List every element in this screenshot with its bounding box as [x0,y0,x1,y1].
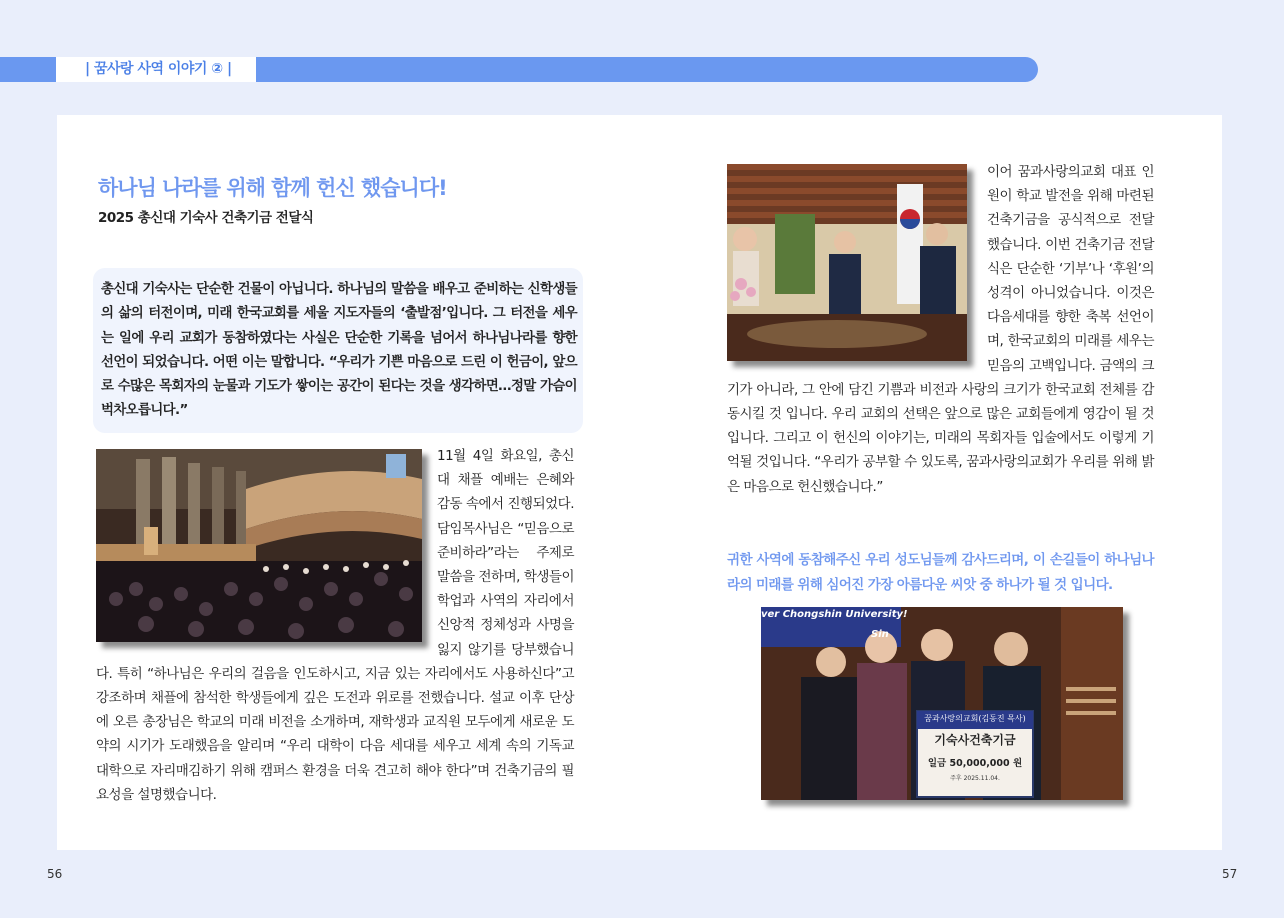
thanks-note: 귀한 사역에 동참해주신 우리 성도님들께 감사드리며, 이 손길들이 하나님나라의 미래를 위해 심어진 가장 아름다운 씨앗 중 하나가 될 것 입니다. [727,552,1154,593]
left-column [96,444,574,807]
left-body-text: 11월 4일 화요일, 총신대 채플 예배는 은혜와 감동 속에서 진행되었다. 담임목사님은 “믿음으로 준비하라”라는 주제로 말씀을 전하며, 학생들이 학업과 사역의 자리에서 신앙적 정체성과 사명을 잃지 않기를 당부했습니다. 특히 “하나님은 우리의 걸음을 인도하시고, 지금 있는 자리에서도 사용하신다”고 강조하며 채플에 참석한 학생들에게 깊은 도전과 위로를 전했습니다. 설교 이후 단상에 오른 총장님은 학교의 미래 비전을 소개하며, 재학생과 교직원 모두에게 새로운 도약의 시기가 도래했음을 알리며 “우리 대학이 다음 세대를 세우고 세계 속의 기독교 대학으로 자리매김하기 위해 캠퍼스 환경을 더욱 견고히 해야 한다”며 건축기금의 필요성을 설명했습니다. [96,448,574,803]
sign-org: 꿈과사랑의교회(김동진 목사) [924,714,1026,723]
page-number-right: 57 [1222,867,1238,881]
ceremony-photo-icon [761,607,1123,800]
ceremony-photo [761,607,1123,800]
chapel-photo [96,449,422,642]
meeting-photo [727,164,967,361]
quote-box [93,268,583,433]
ceremony-banner-text: ver Chongshin University! [761,609,908,620]
article-title: 하나님 나라를 위해 함께 헌신 했습니다! [98,176,447,200]
article-subtitle: 2025 총신대 기숙사 건축기금 전달식 [98,210,314,226]
page-number-left: 56 [47,867,63,881]
chapel-photo-icon [96,449,422,642]
right-body-text: 이어 꿈과사랑의교회 대표 인원이 학교 발전을 위해 마련된 건축기금을 공식적으로 전달했습니다. 이번 건축기금 전달식은 단순한 ‘기부’나 ‘후원’의 성격이 아니었습니다. 이것은 다음세대를 향한 축복 선언이며, 한국교회의 미래를 세우는 믿음의 고백입니다. 금액의 크기가 아니라, 그 안에 담긴 기쁨과 비전과 사랑의 크기가 한국교회 전체를 감동시킬 것 입니다. 우리 교회의 선택은 앞으로 많은 교회들에게 영감이 될 것입니다. 그리고 이 헌신의 이야기는, 미래의 목회자들 입술에서도 이렇게 기억될 것입니다. “우리가 공부할 수 있도록, 꿈과사랑의교회가 우리를 위해 밝은 마음으로 헌신했습니다.” [727,164,1154,495]
sign-date: 주후 2025.11.04. [950,775,1000,782]
sign-title: 기숙사건축기금 [934,733,1016,747]
section-label: | 꿈사랑 사역 이야기 ② | [56,57,256,82]
quote-text: 총신대 기숙사는 단순한 건물이 아닙니다. 하나님의 말씀을 배우고 준비하는 신학생들의 삶의 터전이며, 미래 한국교회를 세울 지도자들의 ‘출발점’입니다. 그 터전을 세우는 일에 우리 교회가 동참하였다는 사실은 단순한 기록을 넘어서 하나님나라를 향한 선언이 되었습니다. 어떤 이는 말합니다. “우리가 기쁜 마음으로 드린 이 헌금이, 앞으로 수많은 목회자의 눈물과 기도가 쌓이는 공간이 된다는 것을 생각하면…정말 가슴이 벅차오릅니다.” [101,282,577,419]
meeting-photo-icon [727,164,967,361]
right-column [727,160,1154,499]
ceremony-banner-tail: Sin [871,629,889,640]
sign-amount: 일금 50,000,000 원 [927,758,1023,769]
